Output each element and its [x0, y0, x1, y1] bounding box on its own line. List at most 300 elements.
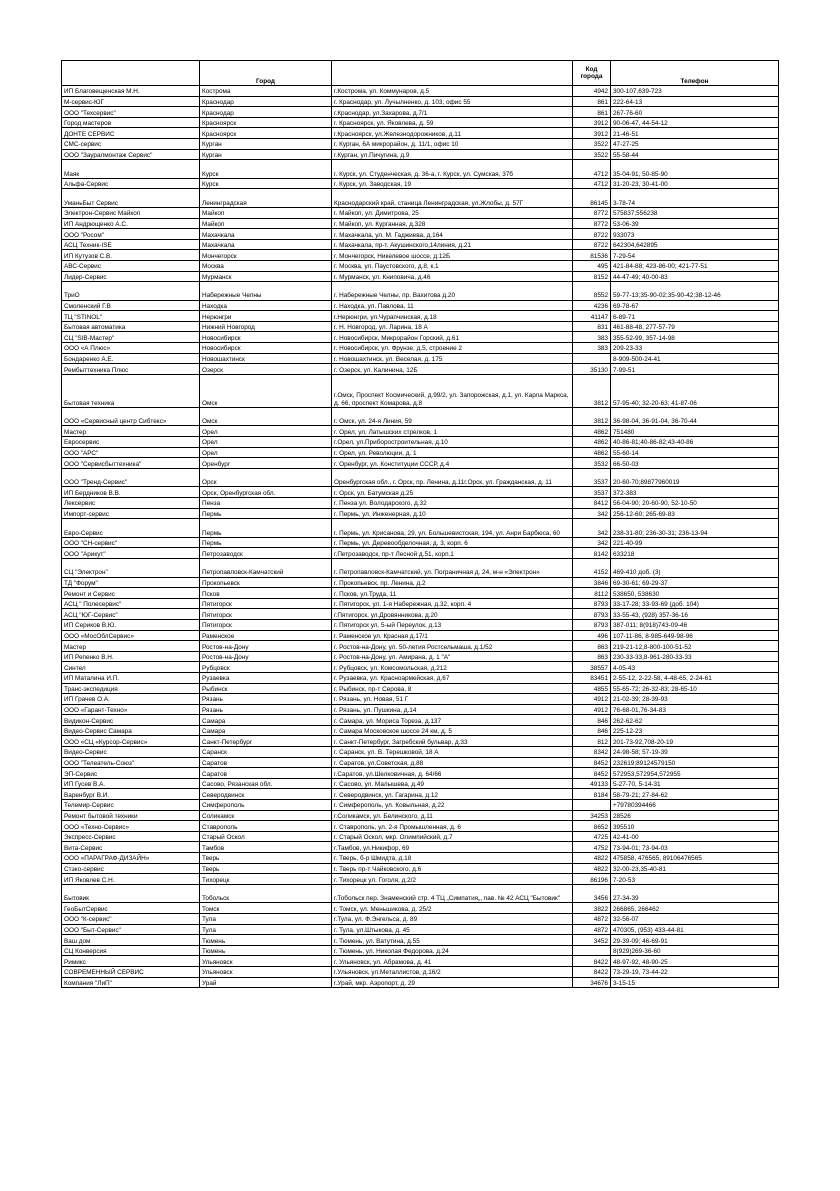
table-row — [62, 128, 779, 139]
cell-code: 83451 — [573, 672, 611, 683]
table-row — [62, 487, 779, 498]
cell-city: Находка — [200, 300, 332, 311]
cell-code: 8793 — [573, 619, 611, 630]
cell-code: 35130 — [573, 364, 611, 375]
cell-code: 8452 — [573, 768, 611, 779]
cell-address: г. Москва, ул. Паустовского, д.8, к.1 — [332, 260, 573, 271]
cell-name: Бондаренко А.Е. — [62, 353, 200, 364]
cell-phone: 33-17-28; 33-93-69 (доб. 104) — [611, 598, 779, 609]
cell-code: 3812 — [573, 407, 611, 426]
cell-name: ООО «Техно-Сервис» — [62, 821, 200, 832]
cell-code: 4942 — [573, 86, 611, 97]
cell-phone: 90-06-47, 44-54-12 — [611, 117, 779, 128]
cell-phone: 221-40-99 — [611, 537, 779, 548]
cell-city: Санкт-Петербург — [200, 736, 332, 747]
table-row — [62, 519, 779, 538]
cell-code: 86145 — [573, 189, 611, 208]
cell-phone: 372-383 — [611, 487, 779, 498]
cell-address: г. Тихорецк ул. Гоголя, д.2/2 — [332, 874, 573, 885]
cell-code: 4152 — [573, 558, 611, 577]
table-row — [62, 810, 779, 821]
table-row — [62, 977, 779, 988]
cell-city: Северодвинск — [200, 789, 332, 800]
cell-code: 342 — [573, 519, 611, 538]
cell-phone: 35-04-91, 50-85-90 — [611, 160, 779, 179]
cell-address: г. Саранск, ул. В. Терешковой, 18 А — [332, 747, 573, 758]
cell-name: СЦ "Электрон" — [62, 558, 200, 577]
cell-name: СОВРЕМЕННЫЙ СЕРВИС — [62, 966, 200, 977]
table-row — [62, 321, 779, 332]
cell-code: 383 — [573, 343, 611, 354]
cell-city: Пятигорск — [200, 609, 332, 620]
table-row — [62, 641, 779, 652]
cell-address: г. Рязань, ул. Новая, 51 Г — [332, 694, 573, 705]
cell-city: Курск — [200, 178, 332, 189]
cell-code: 8552 — [573, 282, 611, 301]
cell-city: Омск — [200, 407, 332, 426]
cell-code: 861 — [573, 107, 611, 118]
cell-city: Ставрополь — [200, 821, 332, 832]
cell-address: г.Курган, ул.Пичугина, д.9 — [332, 149, 573, 160]
table-row — [62, 831, 779, 842]
cell-name: М-сервис-ЮГ — [62, 96, 200, 107]
cell-phone: 933073 — [611, 229, 779, 240]
cell-city: Орел — [200, 437, 332, 448]
cell-name: Ваш дом — [62, 935, 200, 946]
cell-address: г. Рыбинск, пр-т Серова, 8 — [332, 683, 573, 694]
table-row — [62, 218, 779, 229]
cell-phone: 262-62-62 — [611, 715, 779, 726]
cell-city: Пенза — [200, 498, 332, 509]
cell-address: г.Орел, ул.Приборостроительная, д.10 — [332, 437, 573, 448]
cell-name: ИП Бердников В.В. — [62, 487, 200, 498]
cell-city: Москва — [200, 260, 332, 271]
cell-name: Рембыттехника Плюс — [62, 364, 200, 375]
cell-phone: 3-15-15 — [611, 977, 779, 988]
cell-address: г. Тверь пр-т Чайковского, д.6 — [332, 863, 573, 874]
table-row — [62, 558, 779, 577]
cell-city: Орск — [200, 468, 332, 487]
cell-address: г. Санкт-Петербург, Загребский бульвар, д.33 — [332, 736, 573, 747]
cell-address: г.Омск, Проспект Космический, д.99/2, ул. Запорожская, д.1, ул. Карла Маркса, д. 66, проспект Комарова, д.8 — [332, 374, 573, 407]
cell-address: г. Мурманск, ул. Книповича, д.46 — [332, 271, 573, 282]
cell-phone: 7-20-53 — [611, 874, 779, 885]
cell-address: г. Курск, ул. Заводская, 19 — [332, 178, 573, 189]
cell-city: Старый Оскол — [200, 831, 332, 842]
cell-address: г. Пенза ул. Володарского, д.32 — [332, 498, 573, 509]
cell-phone: 69-78-67 — [611, 300, 779, 311]
cell-name: ООО "Тренд-Сервис" — [62, 468, 200, 487]
cell-name: ООО «Сервисный центр Сибтекс» — [62, 407, 200, 426]
cell-city: Урай — [200, 977, 332, 988]
cell-phone: 42-41-00 — [611, 831, 779, 842]
cell-code: 4855 — [573, 683, 611, 694]
cell-name: ООО "АРС" — [62, 447, 200, 458]
cell-name: Компания "ЛиП" — [62, 977, 200, 988]
cell-address: Краснодарский край, станица Ленинградская, ул.Жлобы, д. 57Г — [332, 189, 573, 208]
cell-address: г. Пятигорск, ул. 1-я Набережная, д.32, корп. 4 — [332, 598, 573, 609]
cell-address: г. Самара, ул. Мориса Тореза, д.137 — [332, 715, 573, 726]
cell-code: 8152 — [573, 271, 611, 282]
cell-name: Видео-Сервис — [62, 747, 200, 758]
cell-code: 4822 — [573, 853, 611, 864]
cell-city: Курган — [200, 149, 332, 160]
cell-city: Тула — [200, 924, 332, 935]
cell-phone: 56-04-90; 20-60-90, 52-10-50 — [611, 498, 779, 509]
cell-name: ООО «ПАРАГРАФ-ДИЗАЙН» — [62, 853, 200, 864]
cell-address: г.Нерюнгри, ул.Чурапчинская, д.18 — [332, 311, 573, 322]
table-row — [62, 250, 779, 261]
cell-phone: 3-78-74 — [611, 189, 779, 208]
cell-code: 38557 — [573, 662, 611, 673]
cell-phone: 201-73-92,708-20-19 — [611, 736, 779, 747]
cell-city: Томск — [200, 903, 332, 914]
cell-name: Мастер — [62, 426, 200, 437]
cell-city: Саратов — [200, 768, 332, 779]
cell-city: Раменское — [200, 630, 332, 641]
cell-name: Импорт-сервис — [62, 508, 200, 519]
cell-city: Мурманск — [200, 271, 332, 282]
cell-address: г.Пятигорск, ул.Дровянникова, д.20 — [332, 609, 573, 620]
cell-name: СЦ "SIB-Мастер" — [62, 332, 200, 343]
cell-city: Тюмень — [200, 945, 332, 956]
cell-address: г. Майкоп, ул. Димитрова, 25 — [332, 207, 573, 218]
cell-name: Альфа-Сервис — [62, 178, 200, 189]
cell-address: г. Ростов-на-Дону, ул. 50-летия Ростсельмаша, д.1/52 — [332, 641, 573, 652]
cell-address: г. Озерск, ул. Калинина, 12Б — [332, 364, 573, 375]
cell-code: 4872 — [573, 924, 611, 935]
cell-phone: 20-60-70;89877960019 — [611, 468, 779, 487]
cell-city: Саратов — [200, 757, 332, 768]
cell-name: ИП Маталина И.П. — [62, 672, 200, 683]
cell-address: г. Старый Оскол, мкр. Олимпийский, д.7 — [332, 831, 573, 842]
table-row — [62, 96, 779, 107]
cell-code: 863 — [573, 641, 611, 652]
table-row — [62, 884, 779, 903]
cell-address: г. Рузаевка, ул. Красноармейская, д.67 — [332, 672, 573, 683]
cell-name: АВС-Сервис — [62, 260, 200, 271]
table-row — [62, 662, 779, 673]
cell-name: УманьБыт Сервис — [62, 189, 200, 208]
table-row — [62, 683, 779, 694]
cell-address: г. Новосибирск, Микрорайон Горский, д.61 — [332, 332, 573, 343]
cell-code: 3456 — [573, 884, 611, 903]
cell-address: г. Махачкала, ул. М. Гаджиева, д.164 — [332, 229, 573, 240]
cell-code: 861 — [573, 96, 611, 107]
table-row — [62, 598, 779, 609]
cell-name: Видео-Сервис Самара — [62, 725, 200, 736]
cell-city: Рязань — [200, 704, 332, 715]
cell-phone: 31-20-23, 30-41-00 — [611, 178, 779, 189]
cell-address: г. Орел, ул. Латышских стрелков, 1 — [332, 426, 573, 437]
cell-code: 3912 — [573, 117, 611, 128]
cell-name: ТД "Форум" — [62, 577, 200, 588]
cell-address: г. Томск, ул. Меньшикова, д. 25/2 — [332, 903, 573, 914]
cell-city: Новосибирск — [200, 332, 332, 343]
cell-phone: 32-00-23,35-40-81 — [611, 863, 779, 874]
cell-code: 496 — [573, 630, 611, 641]
cell-city: Соликамск — [200, 810, 332, 821]
cell-city: Курган — [200, 138, 332, 149]
table-row — [62, 935, 779, 946]
cell-phone: 44-47-49; 40-00-83 — [611, 271, 779, 282]
cell-city: Мончегорск — [200, 250, 332, 261]
table-row — [62, 966, 779, 977]
table-row — [62, 86, 779, 97]
cell-address: г. Махачкала, пр-т. Акушинского,14линия, д.21 — [332, 239, 573, 250]
cell-code: 8772 — [573, 207, 611, 218]
cell-city: Тобольск — [200, 884, 332, 903]
table-row — [62, 282, 779, 301]
cell-phone: 55-58-44 — [611, 149, 779, 160]
cell-code: 3812 — [573, 374, 611, 407]
cell-phone: 222-64-13 — [611, 96, 779, 107]
service-centers-sheet — [61, 60, 778, 988]
cell-city: Омск — [200, 374, 332, 407]
cell-name: Синтел — [62, 662, 200, 673]
cell-phone: 53-06-39 — [611, 218, 779, 229]
cell-phone: 76-68-01,76-34-83 — [611, 704, 779, 715]
cell-name: Телемир-Сервис — [62, 800, 200, 811]
cell-address: г.Саратов, ул.Шелковичная, д. 64/66 — [332, 768, 573, 779]
cell-phone: 40-86-81;40-86-82;43-40-86 — [611, 437, 779, 448]
table-row — [62, 548, 779, 559]
table-row — [62, 447, 779, 458]
cell-phone: 55-60-14 — [611, 447, 779, 458]
cell-phone: 300-107,639-723 — [611, 86, 779, 97]
cell-code: 8142 — [573, 548, 611, 559]
table-row — [62, 138, 779, 149]
cell-address: г. Рязань, ул. Пушкина, д.14 — [332, 704, 573, 715]
cell-code: 846 — [573, 725, 611, 736]
cell-code: 8452 — [573, 757, 611, 768]
cell-code: 8793 — [573, 598, 611, 609]
cell-address: г. Орск, ул. Батумская д.25 — [332, 487, 573, 498]
cell-city: Тамбов — [200, 842, 332, 853]
cell-name: Вита-Сервис — [62, 842, 200, 853]
cell-address: г. Пермь, ул. Деревообделочная, д. 3, корп. 6 — [332, 537, 573, 548]
cell-address: г. Красноярск, ул. Яковлева, д. 59 — [332, 117, 573, 128]
cell-code: 8772 — [573, 218, 611, 229]
table-row — [62, 577, 779, 588]
cell-phone: 4-05-43 — [611, 662, 779, 673]
cell-phone: 572953,572954,572955 — [611, 768, 779, 779]
cell-phone: 461-88-48, 277-57-79 — [611, 321, 779, 332]
cell-code: 4862 — [573, 437, 611, 448]
cell-name: ДОНТЕ СЕРВИС — [62, 128, 200, 139]
cell-name: ИП Андрющенко А.С. — [62, 218, 200, 229]
cell-code: 4712 — [573, 160, 611, 179]
cell-city: Ульяновск — [200, 956, 332, 967]
header-phone: Телефон — [611, 61, 779, 86]
table-row — [62, 508, 779, 519]
table-row — [62, 874, 779, 885]
cell-city: Пятигорск — [200, 619, 332, 630]
cell-code: 3522 — [573, 138, 611, 149]
cell-city: Рубцовск — [200, 662, 332, 673]
cell-code: 8652 — [573, 821, 611, 832]
cell-city: Рыбинск — [200, 683, 332, 694]
table-row — [62, 842, 779, 853]
cell-name: Варенбург В.И. — [62, 789, 200, 800]
cell-code: 81536 — [573, 250, 611, 261]
cell-phone: 36-98-04, 36-91-04, 36-70-44 — [611, 407, 779, 426]
cell-name: ООО «МосОблСервис» — [62, 630, 200, 641]
cell-address: г. Мончегорск, Никелевое шоссе, д.12Б — [332, 250, 573, 261]
cell-phone: 475858, 476565, 89106476565 — [611, 853, 779, 864]
cell-name: ИП Сериков В.Ю. — [62, 619, 200, 630]
cell-code: 4912 — [573, 694, 611, 705]
cell-city: Самара — [200, 715, 332, 726]
cell-phone: 642304,642895 — [611, 239, 779, 250]
cell-name: Маяк — [62, 160, 200, 179]
table-row — [62, 725, 779, 736]
cell-address: г.Петрозаводск, пр-т Лесной д.51, корп.1 — [332, 548, 573, 559]
cell-address: г. Майкоп, ул. Курганная, д.328 — [332, 218, 573, 229]
table-row — [62, 715, 779, 726]
table-row — [62, 736, 779, 747]
cell-name: ООО "Техсервис" — [62, 107, 200, 118]
cell-address: г. Курган, 6А микрорайон, д. 11/1, офис 10 — [332, 138, 573, 149]
cell-code: 8412 — [573, 498, 611, 509]
cell-phone: 55-65-72; 26-32-83; 28-65-10 — [611, 683, 779, 694]
table-row — [62, 468, 779, 487]
cell-name: АСЦ Техник-ISE — [62, 239, 200, 250]
cell-name: ООО «А Плюс» — [62, 343, 200, 354]
table-row — [62, 498, 779, 509]
cell-address: г. Тюмень, ул. Николая Федорова, д.24 — [332, 945, 573, 956]
header-code: Код города — [573, 61, 611, 86]
cell-phone: 225-12-23 — [611, 725, 779, 736]
cell-phone: 27-34-39 — [611, 884, 779, 903]
cell-name: Бытовик — [62, 884, 200, 903]
cell-code: 383 — [573, 332, 611, 343]
cell-name: Бытовая автоматика — [62, 321, 200, 332]
cell-code: 49133 — [573, 778, 611, 789]
cell-address: г.Тобольск пер. Знаменский стр. 4 ТЦ „Симпатия„, пав. № 42 АСЦ "Бытовик" — [332, 884, 573, 903]
cell-address: г. Тула, ул.Штыкова, д. 45 — [332, 924, 573, 935]
table-row — [62, 609, 779, 620]
table-row — [62, 694, 779, 705]
cell-phone: 751480 — [611, 426, 779, 437]
cell-address: г. Омск, ул. 24-я Линия, 59 — [332, 407, 573, 426]
cell-city: Пермь — [200, 519, 332, 538]
cell-address: г. Северодвинск, ул. Гагарина, д.12 — [332, 789, 573, 800]
cell-phone: +79780394466 — [611, 800, 779, 811]
cell-phone: 5-27-70, 5-14-31 — [611, 778, 779, 789]
cell-name: Электрон-Сервис Майкоп — [62, 207, 200, 218]
cell-phone: 73-29-19, 73-44-22 — [611, 966, 779, 977]
cell-code: 8422 — [573, 966, 611, 977]
cell-address: г. Тверь, б-р Шмидта, д.18 — [332, 853, 573, 864]
table-body — [62, 86, 779, 988]
cell-city: Сасово, Рязанская обл. — [200, 778, 332, 789]
table-row — [62, 913, 779, 924]
cell-city: Махачкала — [200, 229, 332, 240]
cell-code: 4236 — [573, 300, 611, 311]
cell-city: Прокопьевск — [200, 577, 332, 588]
cell-phone: 266865, 266462 — [611, 903, 779, 914]
cell-city: Красноярск — [200, 128, 332, 139]
cell-code — [573, 353, 611, 364]
cell-address: г. Новошахтинск, ул. Веселая, д. 175 — [332, 353, 573, 364]
table-row — [62, 768, 779, 779]
cell-name: АСЦ " Полесервис" — [62, 598, 200, 609]
cell-address: г. Набережные Челны, пр. Вахитова д.20 — [332, 282, 573, 301]
table-row — [62, 229, 779, 240]
cell-code: 8422 — [573, 956, 611, 967]
cell-phone: 267-76-60 — [611, 107, 779, 118]
cell-phone: 58-79-21; 27-84-62 — [611, 789, 779, 800]
cell-code: 8184 — [573, 789, 611, 800]
cell-code: 4712 — [573, 178, 611, 189]
cell-name: Римикс — [62, 956, 200, 967]
cell-code: 4752 — [573, 842, 611, 853]
cell-code: 41147 — [573, 311, 611, 322]
cell-city: Орел — [200, 447, 332, 458]
cell-name: Лексервис — [62, 498, 200, 509]
cell-phone: 73-94-01; 73-94-03 — [611, 842, 779, 853]
cell-address: г. Краснодар, ул. Лучылненко, д. 103, офис 55 — [332, 96, 573, 107]
cell-phone: 69-30-61; 69-29-37 — [611, 577, 779, 588]
cell-address: г. Орел, ул. Революции, д. 1 — [332, 447, 573, 458]
table-row — [62, 789, 779, 800]
cell-phone: 469-410 доб. (3) — [611, 558, 779, 577]
cell-city: Нерюнгри — [200, 311, 332, 322]
cell-city: Красноярск — [200, 117, 332, 128]
table-row — [62, 426, 779, 437]
cell-phone: 2-55-12, 2-22-58, 4-48-65, 2-24-61 — [611, 672, 779, 683]
cell-city: Пермь — [200, 537, 332, 548]
cell-name: ИП Кутузов С.В. — [62, 250, 200, 261]
cell-code: 4862 — [573, 426, 611, 437]
table-row — [62, 956, 779, 967]
cell-address: г. Пермь, ул. Крисанова, 29, ул. Большевистская, 194, ул. Анри Барбюса, 60 — [332, 519, 573, 538]
cell-phone: 66-50-03 — [611, 458, 779, 469]
table-row — [62, 853, 779, 864]
cell-phone: 32-56-07 — [611, 913, 779, 924]
cell-city: Майкоп — [200, 207, 332, 218]
cell-code: 8342 — [573, 747, 611, 758]
table-row — [62, 364, 779, 375]
cell-name: СЦ Конверсия — [62, 945, 200, 956]
cell-code: 3532 — [573, 458, 611, 469]
table-row — [62, 149, 779, 160]
cell-code: 495 — [573, 260, 611, 271]
cell-name: ООО "Телеатель-Союз" — [62, 757, 200, 768]
cell-name: Бытовая техника — [62, 374, 200, 407]
cell-name: ИП Благовещенская М.Н. — [62, 86, 200, 97]
cell-address: г. Н. Новгород, ул. Ларина, 18 А — [332, 321, 573, 332]
table-row — [62, 778, 779, 789]
cell-city: Озерск — [200, 364, 332, 375]
cell-city: Ростов-на-Дону — [200, 651, 332, 662]
table-row — [62, 311, 779, 322]
cell-phone: 209-23-33 — [611, 343, 779, 354]
cell-phone: 107-11-86, 8-985-649-98-96 — [611, 630, 779, 641]
table-row — [62, 207, 779, 218]
cell-city: Ленинградская — [200, 189, 332, 208]
cell-code: 863 — [573, 651, 611, 662]
table-row — [62, 537, 779, 548]
cell-address: г. Ростов-на-Дону, ул. Амирана, д. 1 "А" — [332, 651, 573, 662]
cell-city: Псков — [200, 588, 332, 599]
cell-name: ООО "СН-сервис" — [62, 537, 200, 548]
table-row — [62, 117, 779, 128]
header-row — [62, 61, 779, 86]
cell-code: 4862 — [573, 447, 611, 458]
table-row — [62, 619, 779, 630]
